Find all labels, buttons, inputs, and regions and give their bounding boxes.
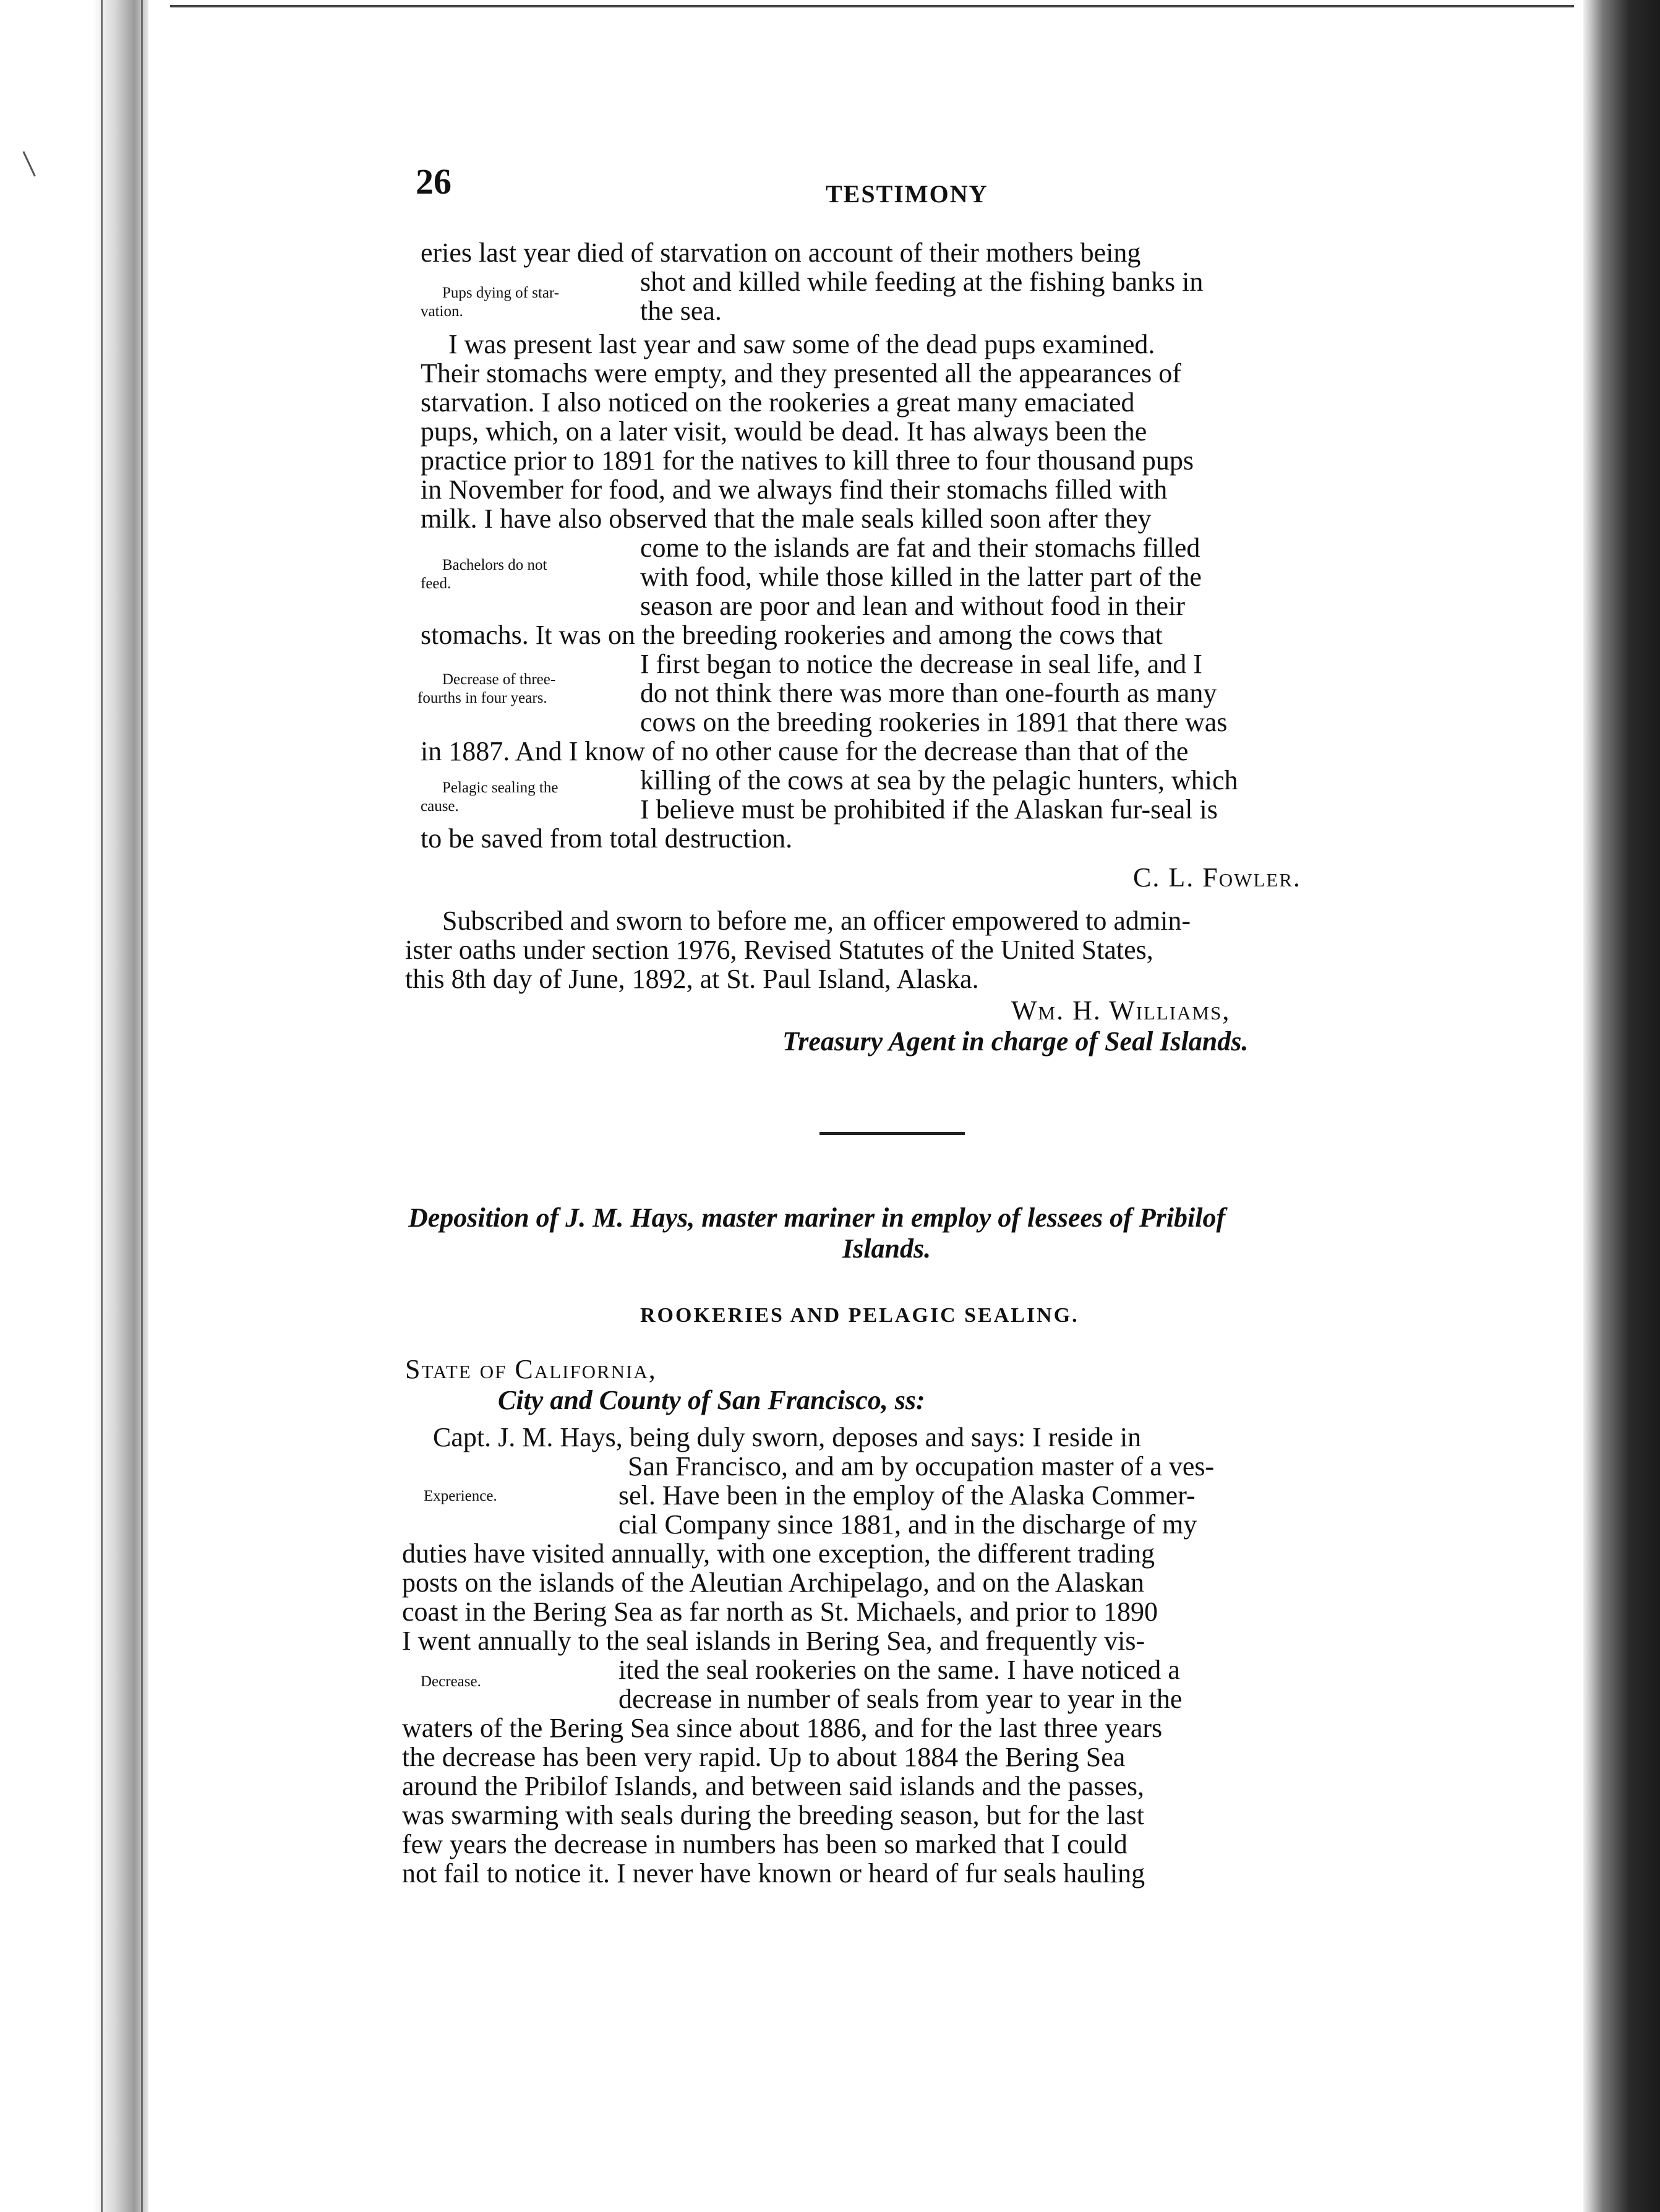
venue-county: City and County of San Francisco, ss: (498, 1385, 925, 1415)
body-line: season are poor and lean and without food in their (640, 591, 1185, 621)
sidenote: Experience. (424, 1488, 497, 1504)
body-line: starvation. I also noticed on the rookeries a great many emaciated (421, 387, 1135, 418)
stray-mark (22, 147, 43, 176)
body-line: decrease in number of seals from year to year in the (618, 1684, 1183, 1714)
sidenote: Bachelors do not (442, 557, 547, 573)
officer-name: Wm. H. Williams, (1011, 995, 1231, 1026)
body-line: San Francisco, and am by occupation master of a ves- (628, 1451, 1215, 1481)
body-line: cows on the breeding rookeries in 1891 that there was (640, 707, 1228, 737)
venue-state: State of California, (405, 1354, 657, 1384)
body-line: stomachs. It was on the breeding rookeries and among the cows that (421, 620, 1163, 650)
deposition-title: Islands. (842, 1233, 931, 1264)
body-line: Capt. J. M. Hays, being duly sworn, deposes and says: I reside in (433, 1422, 1142, 1452)
body-line: pups, which, on a later visit, would be dead. It has always been the (421, 416, 1147, 447)
deponent-signature: C. L. Fowler. (1133, 862, 1301, 893)
body-line: cial Company since 1881, and in the discharge of my (618, 1509, 1197, 1540)
body-line: few years the decrease in numbers has been so marked that I could (402, 1829, 1127, 1859)
binding-line (101, 0, 103, 2212)
sidenote: vation. (421, 303, 463, 320)
body-line: ited the seal rookeries on the same. I have noticed a (618, 1655, 1180, 1685)
body-line: the decrease has been very rapid. Up to about 1884 the Bering Sea (402, 1742, 1126, 1772)
binding-line (141, 0, 143, 2212)
body-line: posts on the islands of the Aleutian Archipelago, and on the Alaskan (402, 1567, 1145, 1598)
body-line: in 1887. And I know of no other cause for the decrease than that of the (421, 736, 1189, 766)
body-line: around the Pribilof Islands, and between said islands and the passes, (402, 1771, 1144, 1801)
body-line: not fail to notice it. I never have known or heard of fur seals hauling (402, 1858, 1145, 1888)
body-line: I believe must be prohibited if the Alaskan fur-seal is (640, 794, 1218, 825)
sidenote: feed. (421, 575, 451, 592)
body-line: eries last year died of starvation on account of their mothers being (421, 238, 1141, 268)
body-line: sel. Have been in the employ of the Alaska Commer- (618, 1480, 1196, 1511)
section-divider (819, 1132, 965, 1135)
sidenote: cause. (421, 798, 459, 815)
body-line: I first began to notice the decrease in seal life, and I (640, 649, 1202, 679)
deposition-subject: ROOKERIES AND PELAGIC SEALING. (640, 1304, 1079, 1327)
body-line: milk. I have also observed that the male seals killed soon after they (421, 504, 1152, 534)
jurat-line: Subscribed and sworn to before me, an officer empowered to admin- (442, 906, 1191, 936)
body-line: do not think there was more than one-fourth as many (640, 678, 1217, 708)
body-line: practice prior to 1891 for the natives to kill three to four thousand pups (421, 445, 1194, 476)
top-rule (170, 5, 1574, 7)
sidenote: fourths in four years. (417, 690, 547, 706)
sidenote: Decrease of three- (442, 671, 556, 688)
sidenote: Pelagic sealing the (442, 779, 558, 796)
body-line: was swarming with seals during the breeding season, but for the last (402, 1800, 1144, 1830)
jurat-line: this 8th day of June, 1892, at St. Paul Island, Alaska. (405, 964, 979, 994)
officer-title: Treasury Agent in charge of Seal Islands. (782, 1026, 1249, 1057)
page-edge (1583, 0, 1660, 2212)
page-number: 26 (416, 161, 451, 202)
sidenote: Pups dying of star- (442, 285, 560, 301)
deposition-title: Deposition of J. M. Hays, master mariner in employ of lessees of Pribilof (408, 1202, 1226, 1233)
running-title: TESTIMONY (826, 180, 988, 208)
body-line: killing of the cows at sea by the pelagic hunters, which (640, 765, 1238, 795)
jurat-line: ister oaths under section 1976, Revised Statutes of the United States, (405, 935, 1153, 965)
body-line: I was present last year and saw some of the dead pups examined. (448, 329, 1155, 359)
sidenote: Decrease. (421, 1673, 481, 1690)
body-line: with food, while those killed in the latter part of the (640, 562, 1202, 592)
body-line: Their stomachs were empty, and they presented all the appearances of (421, 358, 1181, 388)
body-line: come to the islands are fat and their stomachs filled (640, 533, 1200, 563)
body-line: the sea. (640, 296, 722, 326)
body-line: coast in the Bering Sea as far north as St. Michaels, and prior to 1890 (402, 1597, 1158, 1627)
body-line: duties have visited annually, with one exception, the different trading (402, 1538, 1155, 1569)
body-line: waters of the Bering Sea since about 1886, and for the last three years (402, 1713, 1163, 1743)
body-line: shot and killed while feeding at the fishing banks in (640, 267, 1204, 297)
body-line: I went annually to the seal islands in Bering Sea, and frequently vis- (402, 1626, 1145, 1656)
body-line: in November for food, and we always find their stomachs filled with (421, 474, 1168, 505)
body-line: to be saved from total destruction. (421, 823, 793, 854)
